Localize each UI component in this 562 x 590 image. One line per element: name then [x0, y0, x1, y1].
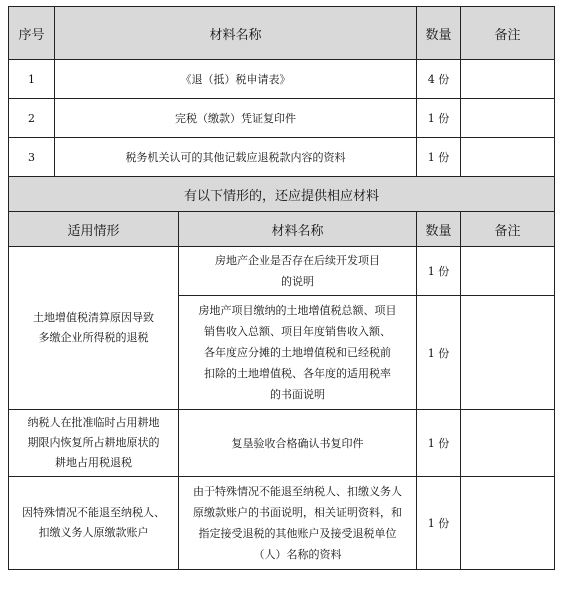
material-name: 税务机关认可的其他记载应退税款内容的资料 — [55, 138, 417, 177]
header-situation: 适用情形 — [9, 212, 179, 247]
material-line: 原缴款账户的书面说明，相关证明资料，和 — [193, 506, 402, 519]
material-line: 指定接受退税的其他账户及接受退税单位 — [198, 527, 397, 540]
material-line: 房地产项目缴纳的土地增值税总额、项目 — [198, 304, 397, 317]
materials-table-container — [8, 6, 554, 570]
material-name — [179, 410, 417, 477]
material-quantity: 1 份 — [417, 410, 461, 477]
material-quantity: 4 份 — [417, 60, 461, 99]
material-line: 的书面说明 — [270, 388, 325, 401]
situation-cell — [9, 410, 179, 477]
material-quantity: 1 份 — [417, 477, 461, 570]
header-remark: 备注 — [461, 7, 555, 60]
header-quantity-2: 数量 — [417, 212, 461, 247]
material-remark — [461, 99, 555, 138]
material-name: 《退（抵）税申请表》 — [55, 60, 417, 99]
row-number: 1 — [9, 60, 55, 99]
header-material-name-2: 材料名称 — [179, 212, 417, 247]
header-quantity: 数量 — [417, 7, 461, 60]
material-name — [179, 296, 417, 410]
table-row — [9, 477, 555, 570]
materials-table — [8, 6, 555, 570]
material-name — [179, 247, 417, 296]
material-line: 的说明 — [281, 275, 314, 288]
material-remark — [461, 477, 555, 570]
table-row — [9, 60, 555, 99]
material-quantity: 1 份 — [417, 296, 461, 410]
material-line: 房地产企业是否存在后续开发项目 — [215, 254, 380, 267]
table-header-row — [9, 7, 555, 60]
material-quantity: 1 份 — [417, 138, 461, 177]
situation-line: 多缴企业所得税的退税 — [38, 331, 149, 344]
header-remark-2: 备注 — [461, 212, 555, 247]
section-banner-row — [9, 177, 555, 212]
material-line: 销售收入总额、项目年度销售收入额、 — [204, 325, 391, 338]
table-row — [9, 410, 555, 477]
material-line: 扣除的土地增值税、各年度的适用税率 — [204, 367, 391, 380]
situation-line: 扣缴义务人原缴款账户 — [38, 526, 149, 539]
table-row — [9, 99, 555, 138]
material-remark — [461, 296, 555, 410]
row-number: 3 — [9, 138, 55, 177]
material-remark — [461, 410, 555, 477]
material-name: 完税（缴款）凭证复印件 — [55, 99, 417, 138]
situation-line: 土地增值税清算原因导致 — [33, 311, 154, 324]
header-material-name: 材料名称 — [55, 7, 417, 60]
row-number: 2 — [9, 99, 55, 138]
section-banner: 有以下情形的，还应提供相应材料 — [9, 177, 555, 212]
material-line: 复垦验收合格确认书复印件 — [231, 436, 364, 450]
situation-line: 耕地占用税退税 — [55, 456, 132, 469]
situation-header-row — [9, 212, 555, 247]
table-row — [9, 138, 555, 177]
situation-line: 期限内恢复所占耕地原状的 — [27, 436, 160, 449]
material-line: （人）名称的资料 — [253, 548, 342, 561]
material-remark — [461, 138, 555, 177]
material-quantity: 1 份 — [417, 99, 461, 138]
material-name — [179, 477, 417, 570]
situation-line: 因特殊情况不能退至纳税人、 — [22, 506, 165, 519]
situation-line: 纳税人在批准临时占用耕地 — [27, 416, 160, 429]
material-quantity: 1 份 — [417, 247, 461, 296]
header-no: 序号 — [9, 7, 55, 60]
material-line: 由于特殊情况不能退至纳税人、扣缴义务人 — [193, 485, 402, 498]
situation-cell — [9, 477, 179, 570]
situation-cell — [9, 247, 179, 410]
material-remark — [461, 247, 555, 296]
material-line: 各年度应分摊的土地增值税和已经税前 — [204, 346, 391, 359]
material-remark — [461, 60, 555, 99]
table-row — [9, 247, 555, 296]
